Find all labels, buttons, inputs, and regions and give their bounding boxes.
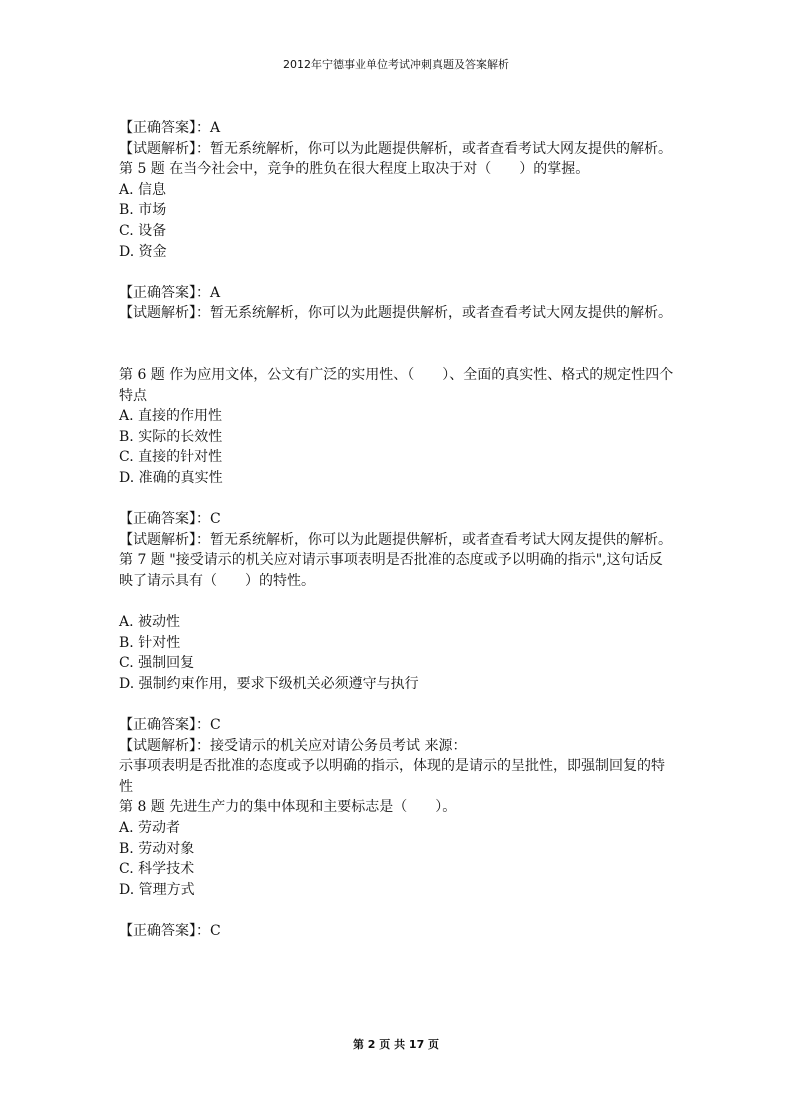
question-6-option-c: C. 直接的针对性 (119, 449, 223, 466)
page-content (119, 118, 675, 942)
analysis-line: 【试题解析】：暂无系统解析，你可以为此题提供解析，或者查看考试大网友提供的解析。 (119, 140, 672, 157)
page-footer: 第 2 页 共 17 页 (352, 1038, 440, 1051)
question-5-analysis: 【试题解析】：暂无系统解析，你可以为此题提供解析，或者查看考试大网友提供的解析。 (119, 305, 672, 322)
question-8-option-c: C. 科学技术 (119, 861, 195, 878)
question-5-stem: 第 5 题 在当今社会中，竞争的胜负在很大程度上取决于对（ ）的掌握。 (119, 161, 590, 178)
question-8-option-b: B. 劳动对象 (119, 840, 195, 857)
question-7-option-a: A. 被动性 (119, 614, 181, 631)
question-6-analysis: 【试题解析】：暂无系统解析，你可以为此题提供解析，或者查看考试大网友提供的解析。 (119, 531, 672, 548)
question-5-option-b: B. 市场 (119, 202, 167, 219)
question-6-option-b: B. 实际的长效性 (119, 428, 223, 445)
page-header: 2012年宁德事业单位考试冲刺真题及答案解析 (283, 58, 509, 71)
question-7-analysis-cont: 示事项表明是否批准的态度或予以明确的指示，体现的是请示的呈批性，即强制回复的特性 (119, 758, 665, 795)
question-7-stem: 第 7 题 "接受请示的机关应对请示事项表明是否批准的态度或予以明确的指示",这句话反映了请示具有（ ）的特性。 (119, 552, 663, 589)
question-8-option-a: A. 劳动者 (119, 820, 181, 836)
question-8-answer: 【正确答案】：C (119, 922, 221, 939)
question-7-option-c: C. 强制回复 (119, 655, 195, 672)
question-8-option-d: D. 管理方式 (119, 881, 195, 898)
answer-line: 【正确答案】：A (119, 120, 221, 136)
question-7-answer: 【正确答案】：C (119, 717, 221, 734)
question-5-option-c: C. 设备 (119, 222, 167, 239)
question-5-option-d: D. 资金 (119, 243, 167, 260)
question-5-option-a: A. 信息 (119, 181, 167, 198)
question-7-option-b: B. 针对性 (119, 634, 181, 651)
question-6-option-a: A. 直接的作用性 (119, 408, 223, 425)
question-6-answer: 【正确答案】：C (119, 511, 221, 528)
question-8-stem: 第 8 题 先进生产力的集中体现和主要标志是（ ）。 (119, 799, 457, 816)
question-7-analysis: 【试题解析】：接受请示的机关应对请公务员考试 来源： (119, 737, 467, 754)
question-6-option-d: D. 准确的真实性 (119, 469, 223, 486)
question-7-option-d: D. 强制约束作用，要求下级机关必须遵守与执行 (119, 675, 419, 692)
question-5-answer: 【正确答案】：A (119, 284, 221, 301)
question-6-stem: 第 6 题 作为应用文体，公文有广泛的实用性、（ ）、全面的真实性、格式的规定性四个特点 (119, 366, 674, 404)
